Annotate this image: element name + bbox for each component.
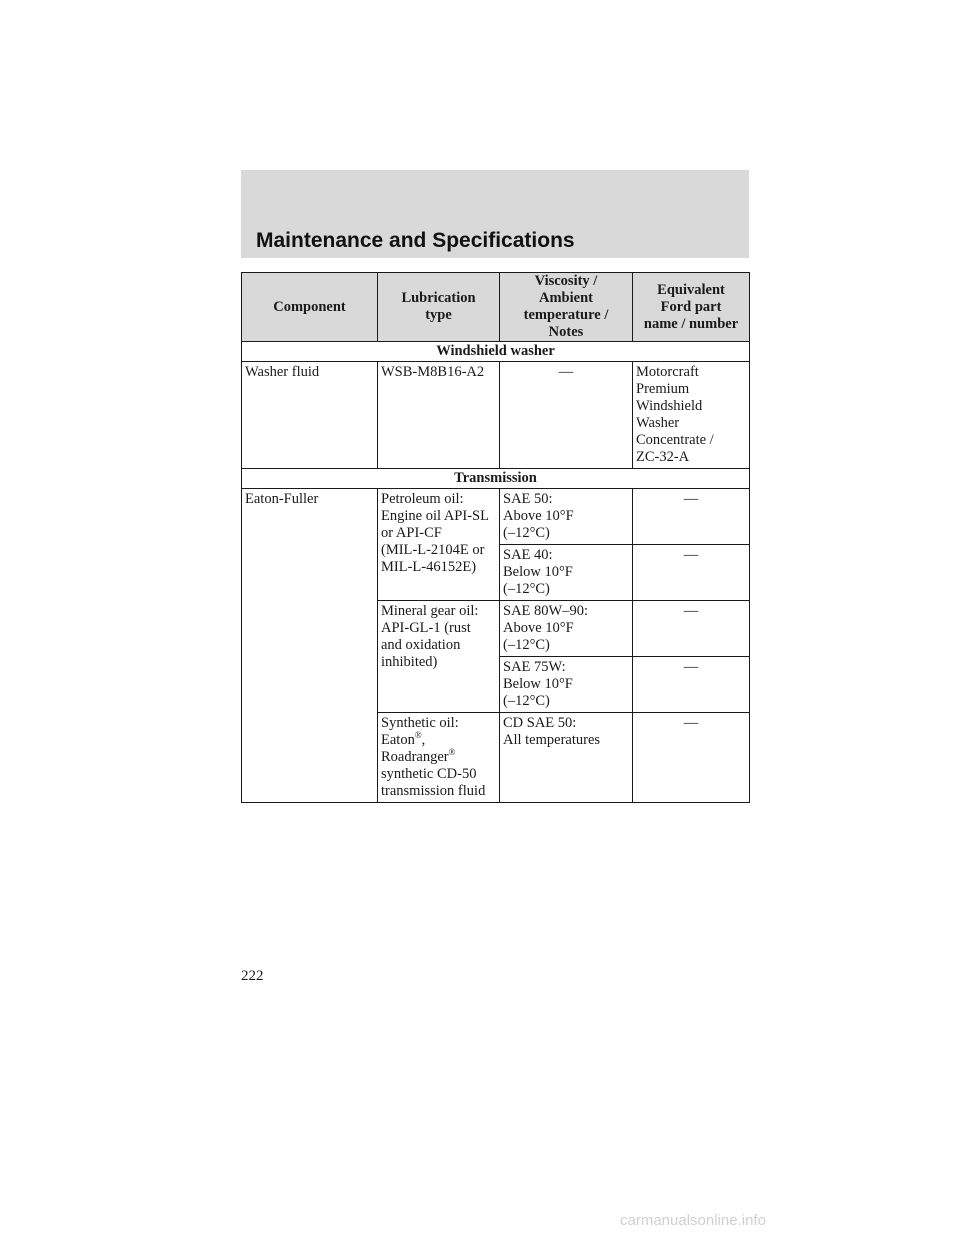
lubrication-text: Synthetic oil: [381,715,459,731]
column-header-component: Component [242,273,378,342]
cell-viscosity: CD SAE 50: All temperatures [500,713,633,803]
cell-ford-part: — [633,657,750,713]
column-header-viscosity: Viscosity / Ambient temperature / Notes [500,273,633,342]
cell-lubrication-type: Synthetic oil: Eaton®, Roadranger® synthetic CD-50 transmission fluid [378,713,500,803]
cell-ford-part: — [633,545,750,601]
section-header-band [241,170,749,258]
cell-component: Washer fluid [242,362,378,469]
cell-viscosity: SAE 75W: Below 10°F (–12°C) [500,657,633,713]
table-row [242,362,750,469]
cell-ford-part: — [633,713,750,803]
section-title: Maintenance and Specifications [256,229,575,252]
cell-lubrication-type: Petroleum oil: Engine oil API-SL or API-CF (MIL-L-2104E or MIL-L-46152E) [378,489,500,601]
section-title-transmission: Transmission [242,469,750,489]
cell-ford-part: — [633,489,750,545]
section-row-windshield-washer [242,342,750,362]
column-header-ford-part: Equivalent Ford part name / number [633,273,750,342]
lubrication-text: synthetic CD-50 transmission fluid [381,766,486,799]
table-header-row [242,273,750,342]
section-title-windshield-washer: Windshield washer [242,342,750,362]
lubrication-text: Roadranger [381,749,449,765]
cell-ford-part: Motorcraft Premium Windshield Washer Concentrate / ZC-32-A [633,362,750,469]
registered-mark: ® [448,747,456,758]
column-header-lubrication-type: Lubrication type [378,273,500,342]
table-row [242,489,750,545]
cell-ford-part: — [633,601,750,657]
page-number: 222 [241,968,264,984]
cell-viscosity: SAE 40: Below 10°F (–12°C) [500,545,633,601]
cell-viscosity: — [500,362,633,469]
section-row-transmission [242,469,750,489]
lubricant-spec-table [241,272,750,803]
cell-viscosity: SAE 80W–90: Above 10°F (–12°C) [500,601,633,657]
watermark: carmanualsonline.info [620,1212,766,1229]
cell-lubrication-type: WSB-M8B16-A2 [378,362,500,469]
lubrication-text: Eaton [381,732,415,748]
cell-lubrication-type: Mineral gear oil: API-GL-1 (rust and oxidation inhibited) [378,601,500,713]
registered-mark: ® [414,730,422,741]
cell-component: Eaton-Fuller [242,489,378,803]
cell-viscosity: SAE 50: Above 10°F (–12°C) [500,489,633,545]
